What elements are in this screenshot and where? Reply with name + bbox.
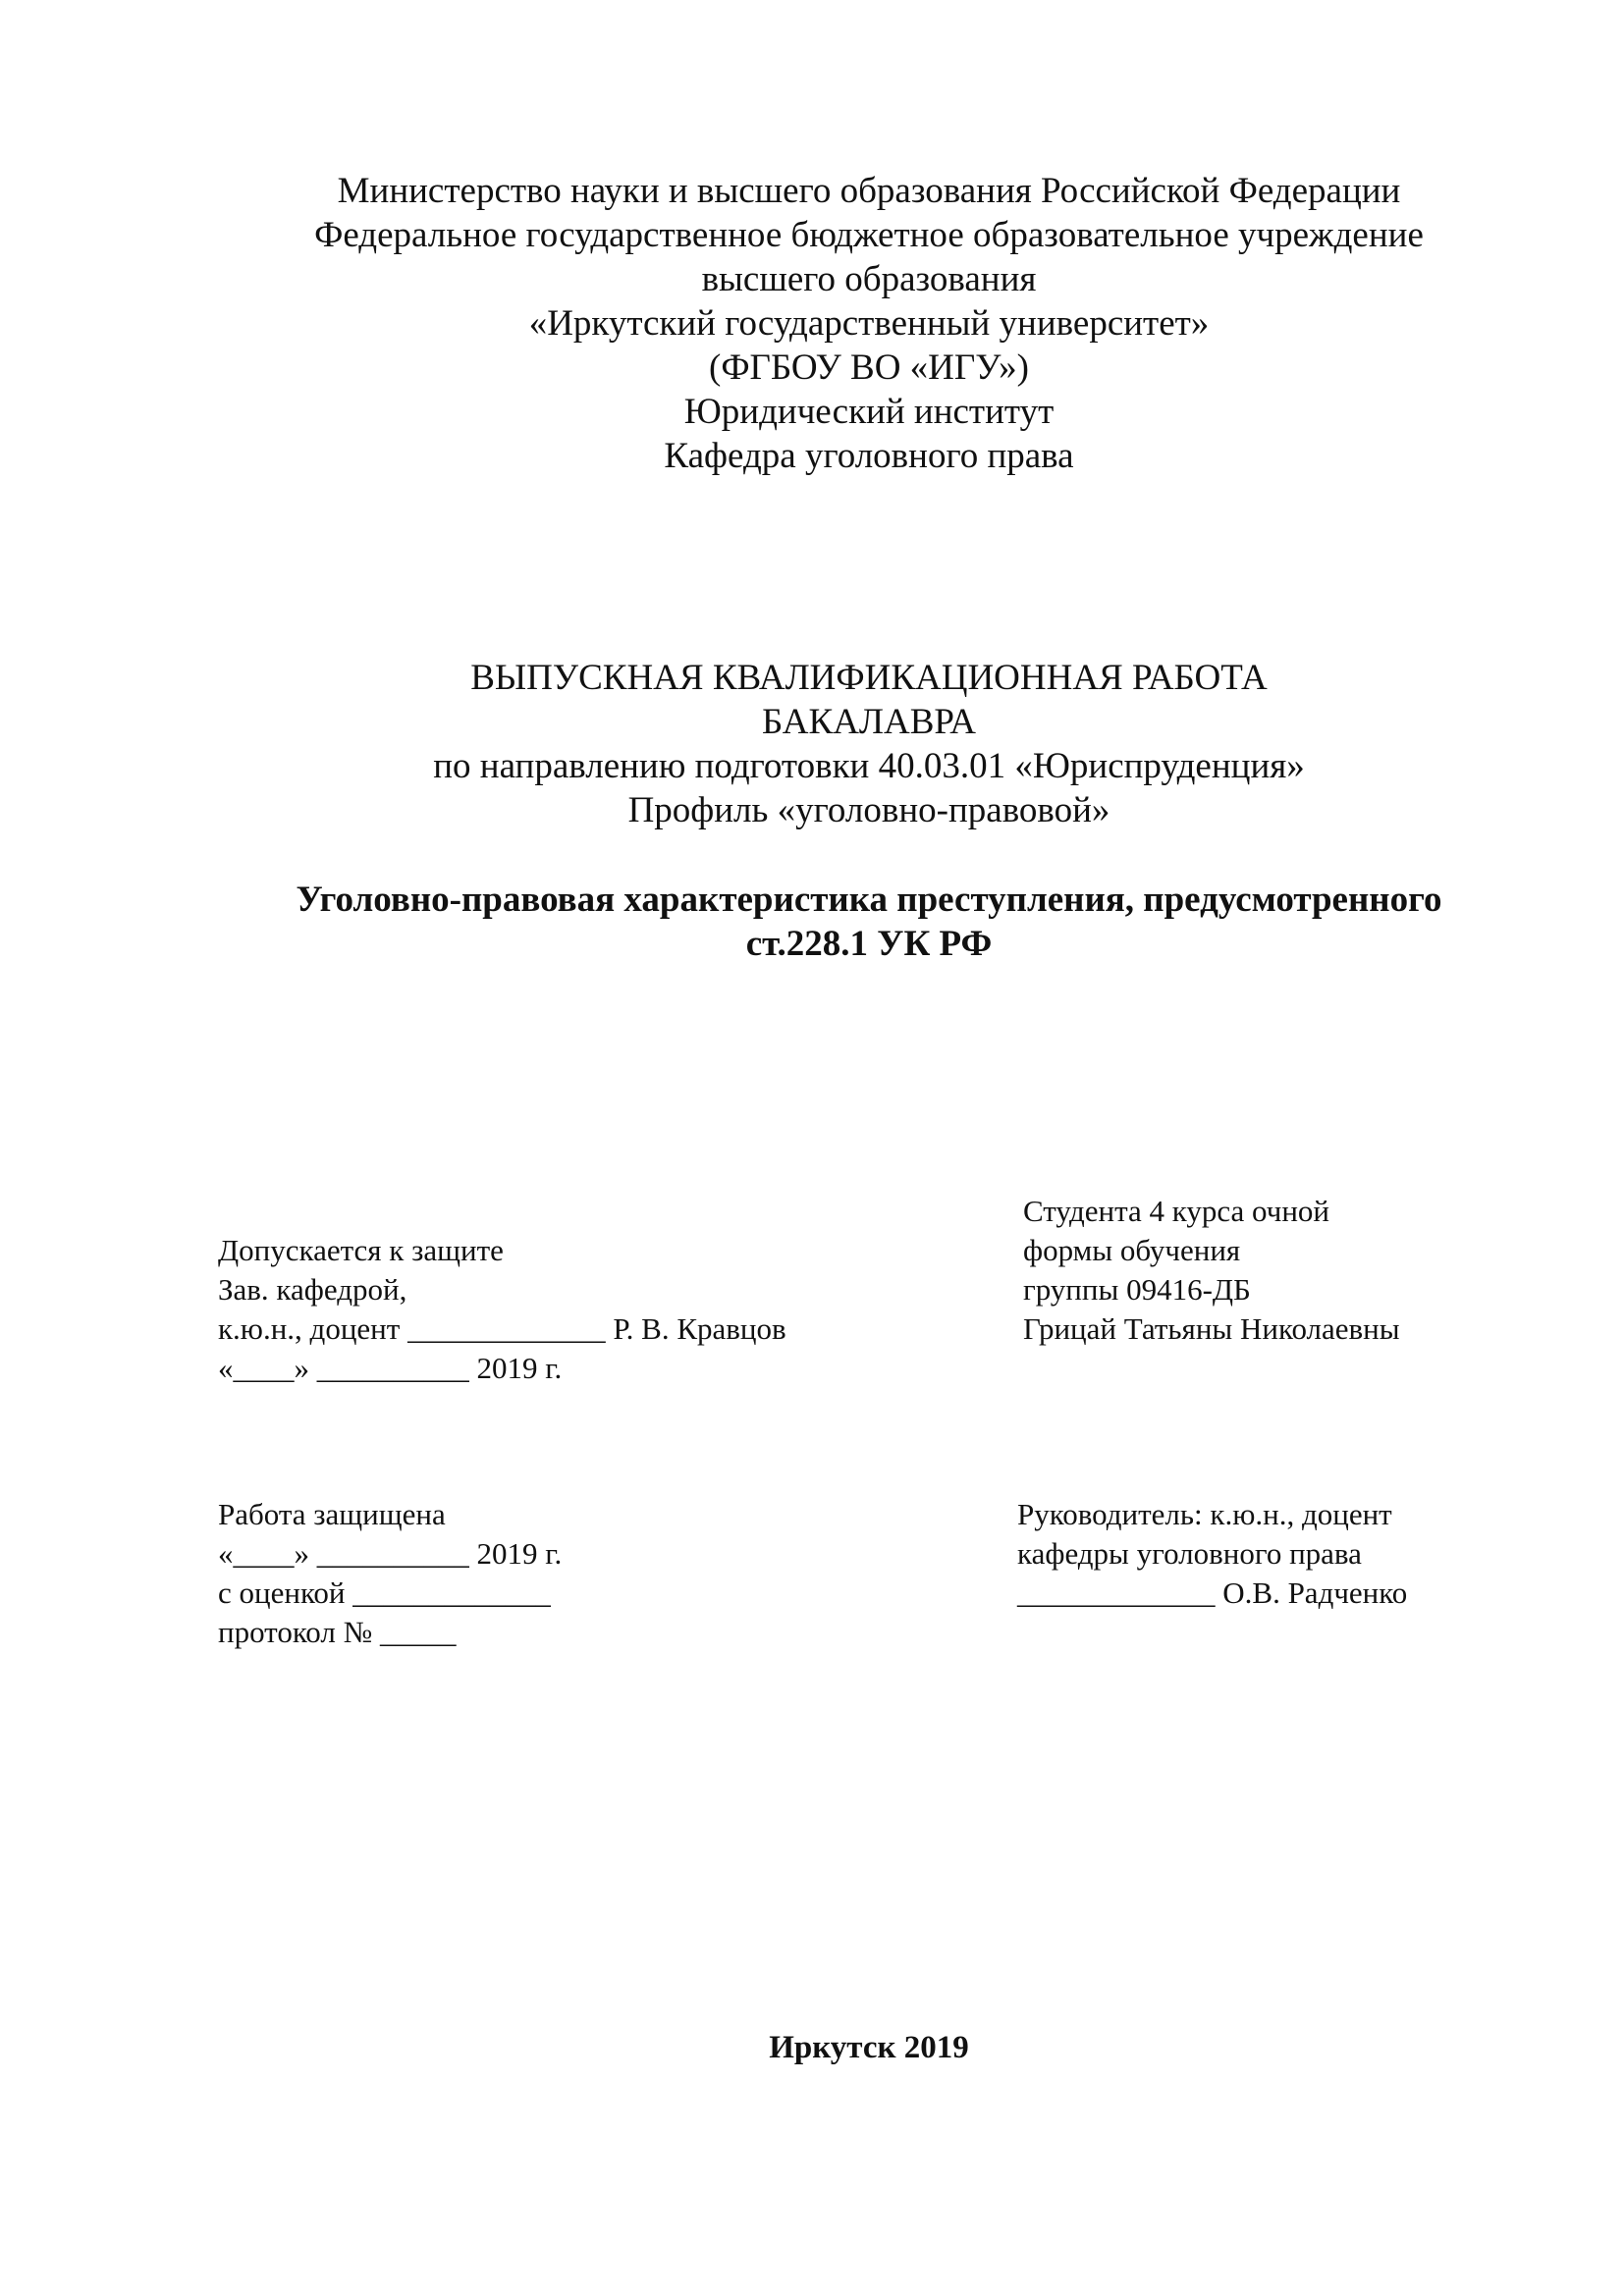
- city-year: Иркутск 2019: [769, 2030, 969, 2065]
- defense-line-3: с оценкой _____________: [218, 1575, 551, 1610]
- institution-header: [0, 169, 1624, 478]
- department-line: Кафедра уголовного права: [664, 436, 1074, 476]
- thesis-topic: [0, 878, 1624, 966]
- degree-line: БАКАЛАВРА: [762, 702, 976, 742]
- student-line-2: формы обучения: [1023, 1233, 1241, 1267]
- admission-line-1: Допускается к защите: [218, 1233, 504, 1267]
- ministry-line: Министерство науки и высшего образования Российской Федерации: [337, 171, 1401, 211]
- institution-type-line: Федеральное государственное бюджетное образовательное учреждение: [314, 215, 1424, 255]
- student-line-1: Студента 4 курса очной: [1023, 1194, 1329, 1228]
- defense-line-2: «____» __________ 2019 г.: [218, 1536, 563, 1571]
- specialty-line: по направлению подготовки 40.03.01 «Юриспруденция»: [433, 746, 1305, 786]
- defense-block: [218, 1495, 562, 1652]
- supervisor-line-1: Руководитель: к.ю.н., доцент: [1017, 1497, 1392, 1531]
- defense-line-4: протокол № _____: [218, 1615, 457, 1649]
- education-level-line: высшего образования: [701, 259, 1037, 299]
- defense-line-1: Работа защищена: [218, 1497, 446, 1531]
- university-name-line: «Иркутский государственный университет»: [528, 303, 1210, 344]
- admission-block: [218, 1231, 786, 1388]
- supervisor-block: [1017, 1495, 1407, 1613]
- admission-line-2: Зав. кафедрой,: [218, 1272, 407, 1307]
- topic-line-2: ст.228.1 УК РФ: [745, 924, 993, 964]
- student-line-4: Грицай Татьяны Николаевны: [1023, 1311, 1400, 1346]
- supervisor-line-3: _____________ О.В. Радченко: [1017, 1575, 1408, 1610]
- work-type-line: ВЫПУСКНАЯ КВАЛИФИКАЦИОННАЯ РАБОТА: [470, 658, 1268, 698]
- university-abbreviation-line: (ФГБОУ ВО «ИГУ»): [709, 347, 1029, 388]
- admission-line-4: «____» __________ 2019 г.: [218, 1351, 563, 1385]
- student-block: [1023, 1192, 1400, 1349]
- work-type-heading: [0, 656, 1624, 832]
- supervisor-line-2: кафедры уголовного права: [1017, 1536, 1362, 1571]
- admission-line-3: к.ю.н., доцент _____________ Р. В. Кравцов: [218, 1311, 786, 1346]
- profile-line: Профиль «уголовно-правовой»: [627, 790, 1110, 830]
- topic-line-1: Уголовно-правовая характеристика преступления, предусмотренного: [296, 880, 1442, 920]
- institute-line: Юридический институт: [683, 392, 1055, 432]
- student-line-3: группы 09416-ДБ: [1023, 1272, 1251, 1307]
